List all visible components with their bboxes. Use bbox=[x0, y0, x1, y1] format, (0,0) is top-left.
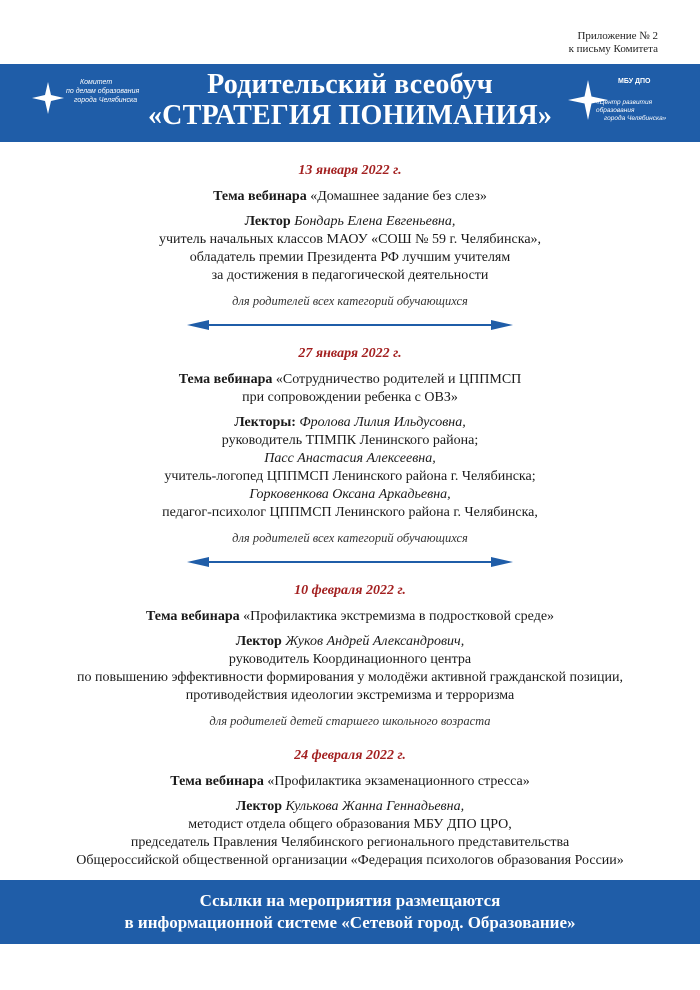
committee-logo-line-1: Комитет bbox=[80, 79, 113, 86]
lecturer-block bbox=[0, 633, 700, 705]
topic-title: «Профилактика экстремизма в подростковой среде» bbox=[243, 609, 555, 624]
banner-title-line-2: «СТРАТЕГИЯ ПОНИМАНИЯ» bbox=[147, 100, 553, 131]
event-date: 10 февраля 2022 г. bbox=[294, 583, 406, 598]
diamond-divider-icon bbox=[185, 319, 515, 331]
event-item bbox=[0, 747, 700, 894]
lecturer-info-line: учитель-логопед ЦППМСП Ленинского района г. Челябинска; bbox=[164, 469, 536, 484]
cro-logo bbox=[566, 74, 686, 130]
lecturer-name: Фролова Лилия Ильдусовна, bbox=[299, 415, 466, 430]
lecturer-label: Лектор bbox=[244, 214, 291, 229]
lecturer-label: Лекторы: bbox=[234, 415, 296, 430]
lecturer-info-line: обладатель премии Президента РФ лучшим учителям bbox=[189, 250, 511, 265]
committee-logo-line-2: по делам образования bbox=[66, 88, 140, 95]
event-audience: для родителей всех категорий обучающихся bbox=[232, 294, 468, 308]
lecturer-info-line: педагог-психолог ЦППМСП Ленинского района г. Челябинска, bbox=[162, 505, 538, 520]
event-item bbox=[0, 345, 700, 546]
footer-line-1: Ссылки на мероприятия размещаются bbox=[199, 891, 501, 910]
cro-logo-line-3: города Челябинска» bbox=[604, 115, 667, 122]
lecturer-info-line: руководитель Координационного центра bbox=[228, 652, 472, 667]
header-banner bbox=[0, 64, 700, 142]
topic-title: «Домашнее задание без слез» bbox=[310, 189, 487, 204]
event-audience: для родителей всех категорий обучающихся bbox=[232, 531, 468, 545]
event-topic bbox=[0, 608, 700, 626]
event-date: 13 января 2022 г. bbox=[298, 163, 402, 178]
appendix-line-1: Приложение № 2 bbox=[577, 30, 658, 42]
lecturer-info-line: противодействия идеологии экстремизма и терроризма bbox=[185, 688, 515, 703]
footer-line-2: в информационной системе «Сетевой город. Образование» bbox=[124, 913, 576, 932]
event-item bbox=[0, 162, 700, 309]
lecturer-info-line: за достижения в педагогической деятельности bbox=[211, 268, 489, 283]
lecturer-name: Жуков Андрей Александрович, bbox=[285, 634, 465, 649]
cro-logo-line-2: «Центр развития образования bbox=[596, 99, 653, 114]
event-audience: для родителей детей старшего школьного возраста bbox=[209, 714, 491, 728]
lecturer-name: Пасс Анастасия Алексеевна, bbox=[264, 451, 436, 466]
event-date: 27 января 2022 г. bbox=[298, 346, 402, 361]
lecturer-info-line: руководитель ТПМПК Ленинского района; bbox=[221, 433, 479, 448]
topic-title-cont: при сопровождении ребенка с ОВЗ» bbox=[242, 390, 458, 405]
lecturer-info-line: Общероссийской общественной организации «Федерация психологов образования России» bbox=[76, 853, 624, 868]
lecturer-info-line: по повышению эффективности формирования у молодёжи активной гражданской позиции, bbox=[77, 670, 623, 685]
lecturer-info-line: учитель начальных классов МАОУ «СОШ № 59 г. Челябинска», bbox=[158, 232, 542, 247]
events-list bbox=[0, 162, 700, 894]
appendix-line-2: к письму Комитета bbox=[568, 43, 658, 55]
appendix-note bbox=[569, 30, 658, 56]
lecturer-label: Лектор bbox=[235, 634, 282, 649]
footer-banner bbox=[0, 880, 700, 944]
event-topic bbox=[0, 371, 700, 407]
lecturer-info-line: председатель Правления Челябинского регионального представительства bbox=[130, 835, 570, 850]
lecturer-name: Горковенкова Оксана Аркадьевна, bbox=[249, 487, 451, 502]
event-topic bbox=[0, 188, 700, 206]
lecturer-label: Лектор bbox=[235, 799, 283, 814]
lecturer-block bbox=[0, 213, 700, 285]
diamond-divider-icon bbox=[185, 556, 515, 568]
topic-label: Тема вебинара bbox=[213, 189, 307, 204]
committee-logo-line-3: города Челябинска bbox=[74, 97, 138, 104]
topic-label: Тема вебинара bbox=[178, 372, 273, 387]
lecturer-block bbox=[0, 414, 700, 522]
topic-title: «Сотрудничество родителей и ЦППМСП bbox=[275, 372, 522, 387]
lecturer-name: Кулькова Жанна Геннадьевна, bbox=[285, 799, 465, 814]
cro-logo-line-1: МБУ ДПО bbox=[618, 78, 651, 85]
event-item bbox=[0, 582, 700, 729]
lecturer-info-line: методист отдела общего образования МБУ ДПО ЦРО, bbox=[188, 817, 512, 832]
lecturer-block bbox=[0, 798, 700, 870]
event-topic bbox=[0, 773, 700, 791]
banner-title-line-1: Родительский всеобуч bbox=[207, 69, 493, 100]
event-date: 24 февраля 2022 г. bbox=[294, 748, 406, 763]
topic-label: Тема вебинара bbox=[145, 609, 240, 624]
lecturer-name: Бондарь Елена Евгеньевна, bbox=[294, 214, 456, 229]
topic-label: Тема вебинара bbox=[170, 774, 264, 789]
topic-title: «Профилактика экзаменационного стресса» bbox=[267, 774, 530, 789]
